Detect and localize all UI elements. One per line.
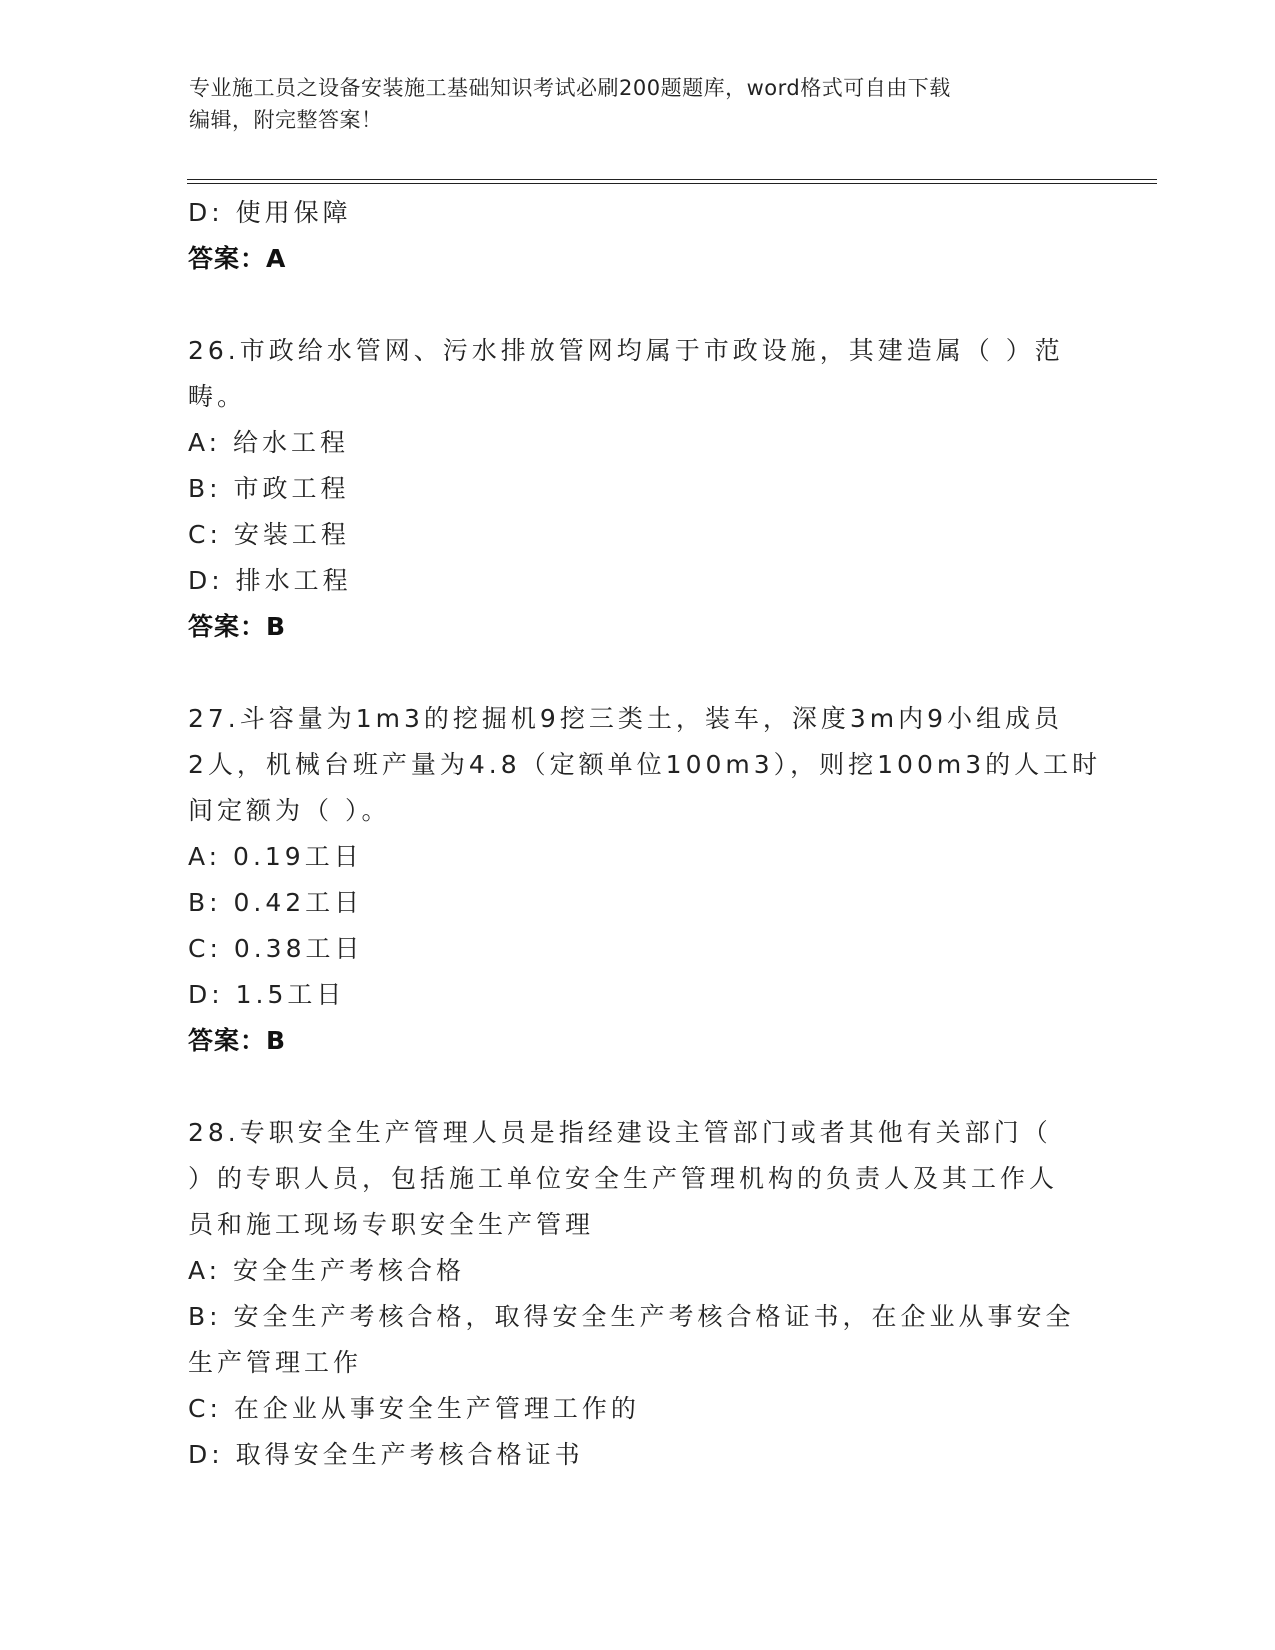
spacer <box>188 282 1088 328</box>
q27-answer: 答案：B <box>188 1026 287 1055</box>
q27-option-a: A: 0.19工日 <box>188 842 363 871</box>
q27-option-c: C: 0.38工日 <box>188 934 364 963</box>
q28-text-line-3: 员和施工现场专职安全生产管理 <box>188 1210 595 1239</box>
q28-option-a: A: 安全生产考核合格 <box>188 1256 466 1285</box>
q26-option-d: D: 排水工程 <box>188 566 352 595</box>
q27-text-line-2: 2人，机械台班产量为4.8（定额单位100m3），则挖100m3的人工时 <box>188 750 1102 779</box>
q26-option-a: A: 给水工程 <box>188 428 350 457</box>
header-title-line-1: 专业施工员之设备安装施工基础知识考试必刷200题题库，word格式可自由下载 <box>189 76 951 100</box>
q28-option-c: C: 在企业从事安全生产管理工作的 <box>188 1394 640 1423</box>
q26-option-b: B: 市政工程 <box>188 474 350 503</box>
prev-option-d: D: 使用保障 <box>188 198 352 227</box>
page-header <box>189 72 1079 136</box>
q27-option-d: D: 1.5工日 <box>188 980 346 1009</box>
header-divider-bottom <box>187 183 1157 184</box>
header-title-line-2: 编辑，附完整答案！ <box>189 108 383 132</box>
q28-text-line-2: ）的专职人员，包括施工单位安全生产管理机构的负责人及其工作人 <box>188 1164 1059 1193</box>
q27-text-line-3: 间定额为（ ）。 <box>188 796 391 825</box>
q28-text-line-1: 28.专职安全生产管理人员是指经建设主管部门或者其他有关部门（ <box>188 1118 1052 1147</box>
q26-text-line-1: 26.市政给水管网、污水排放管网均属于市政设施，其建造属（ ）范 <box>188 336 1064 365</box>
spacer <box>188 650 1088 696</box>
q27-option-b: B: 0.42工日 <box>188 888 364 917</box>
prev-answer: 答案：A <box>188 244 287 273</box>
q27-text-line-1: 27.斗容量为1m3的挖掘机9挖三类土，装车，深度3m内9小组成员 <box>188 704 1063 733</box>
q28-option-b-line-2: 生产管理工作 <box>188 1348 363 1377</box>
q26-text-line-2: 畴。 <box>188 382 247 411</box>
spacer <box>188 1064 1088 1110</box>
q26-option-c: C: 安装工程 <box>188 520 350 549</box>
q28-option-d: D: 取得安全生产考核合格证书 <box>188 1440 584 1469</box>
question-content <box>188 190 1102 1478</box>
q26-answer: 答案：B <box>188 612 287 641</box>
q28-option-b-line-1: B: 安全生产考核合格，取得安全生产考核合格证书，在企业从事安全 <box>188 1302 1075 1331</box>
header-divider-top <box>187 179 1157 180</box>
